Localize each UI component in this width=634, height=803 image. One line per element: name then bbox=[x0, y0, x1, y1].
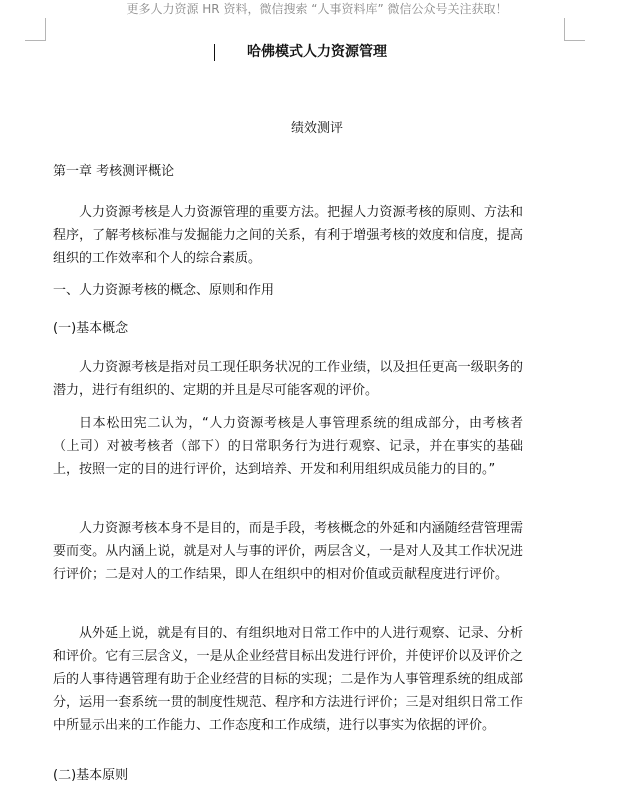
document-title: 哈佛模式人力资源管理 bbox=[247, 44, 387, 60]
paragraph-matsuda-quote: 日本松田宪二认为，“人力资源考核是人事管理系统的组成部分，由考核者（上司）对被考核者（部下）的日常职务行为进行观察、记录，并在事实的基础上，按照一定的目的进行评价，达到培养、开发和利用组织成员能力的目的。” bbox=[53, 416, 523, 477]
intro-paragraph: 人力资源考核是人力资源管理的重要方法。把握人力资源考核的原则、方法和程序，了解考核标准与发掘能力之间的关系，有利于增强考核的效度和信度，提高组织的工作效率和个人的综合素质。 bbox=[53, 205, 523, 266]
page-corner-mark-left bbox=[25, 18, 46, 41]
paragraph-connotation: 人力资源考核本身不是目的，而是手段，考核概念的外延和内涵随经营管理需要而变。从内涵上说，就是对人与事的评价，两层含义，一是对人及其工作状况进行评价；二是对人的工作结果，即人在组织中的相对价值或贡献程度进行评价。 bbox=[53, 521, 523, 582]
text-cursor bbox=[214, 44, 215, 61]
paragraph-definition: 人力资源考核是指对员工现任职务状况的工作业绩，以及担任更高一级职务的潜力，进行有组织的、定期的并且是尽可能客观的评价。 bbox=[53, 360, 523, 398]
section-title: 绩效测评 bbox=[290, 121, 343, 136]
subheading-basic-concept: (一)基本概念 bbox=[53, 321, 129, 336]
chapter-heading: 第一章 考核测评概论 bbox=[53, 164, 175, 179]
promo-banner: 更多人力资源 HR 资料，微信搜索 “人事资料库” 微信公众号关注获取！ bbox=[126, 2, 508, 16]
page-corner-mark-right bbox=[564, 18, 585, 41]
heading-concept-principle-role: 一、人力资源考核的概念、原则和作用 bbox=[53, 283, 275, 298]
paragraph-extension: 从外延上说，就是有目的、有组织地对日常工作中的人进行观察、记录、分析和评价。它有三层含义，一是从企业经营目标出发进行评价，并使评价以及评价之后的人事待遇管理有助于企业经营的目标的实现；二是作为人事管理系统的组成部分，运用一套系统一贯的制度性规范、程序和方法进行评价；三是对组织日常工作中所显示出来的工作能力、工作态度和工作成绩，进行以事实为依据的评价。 bbox=[53, 626, 523, 733]
subheading-basic-principles: (二)基本原则 bbox=[53, 768, 129, 783]
